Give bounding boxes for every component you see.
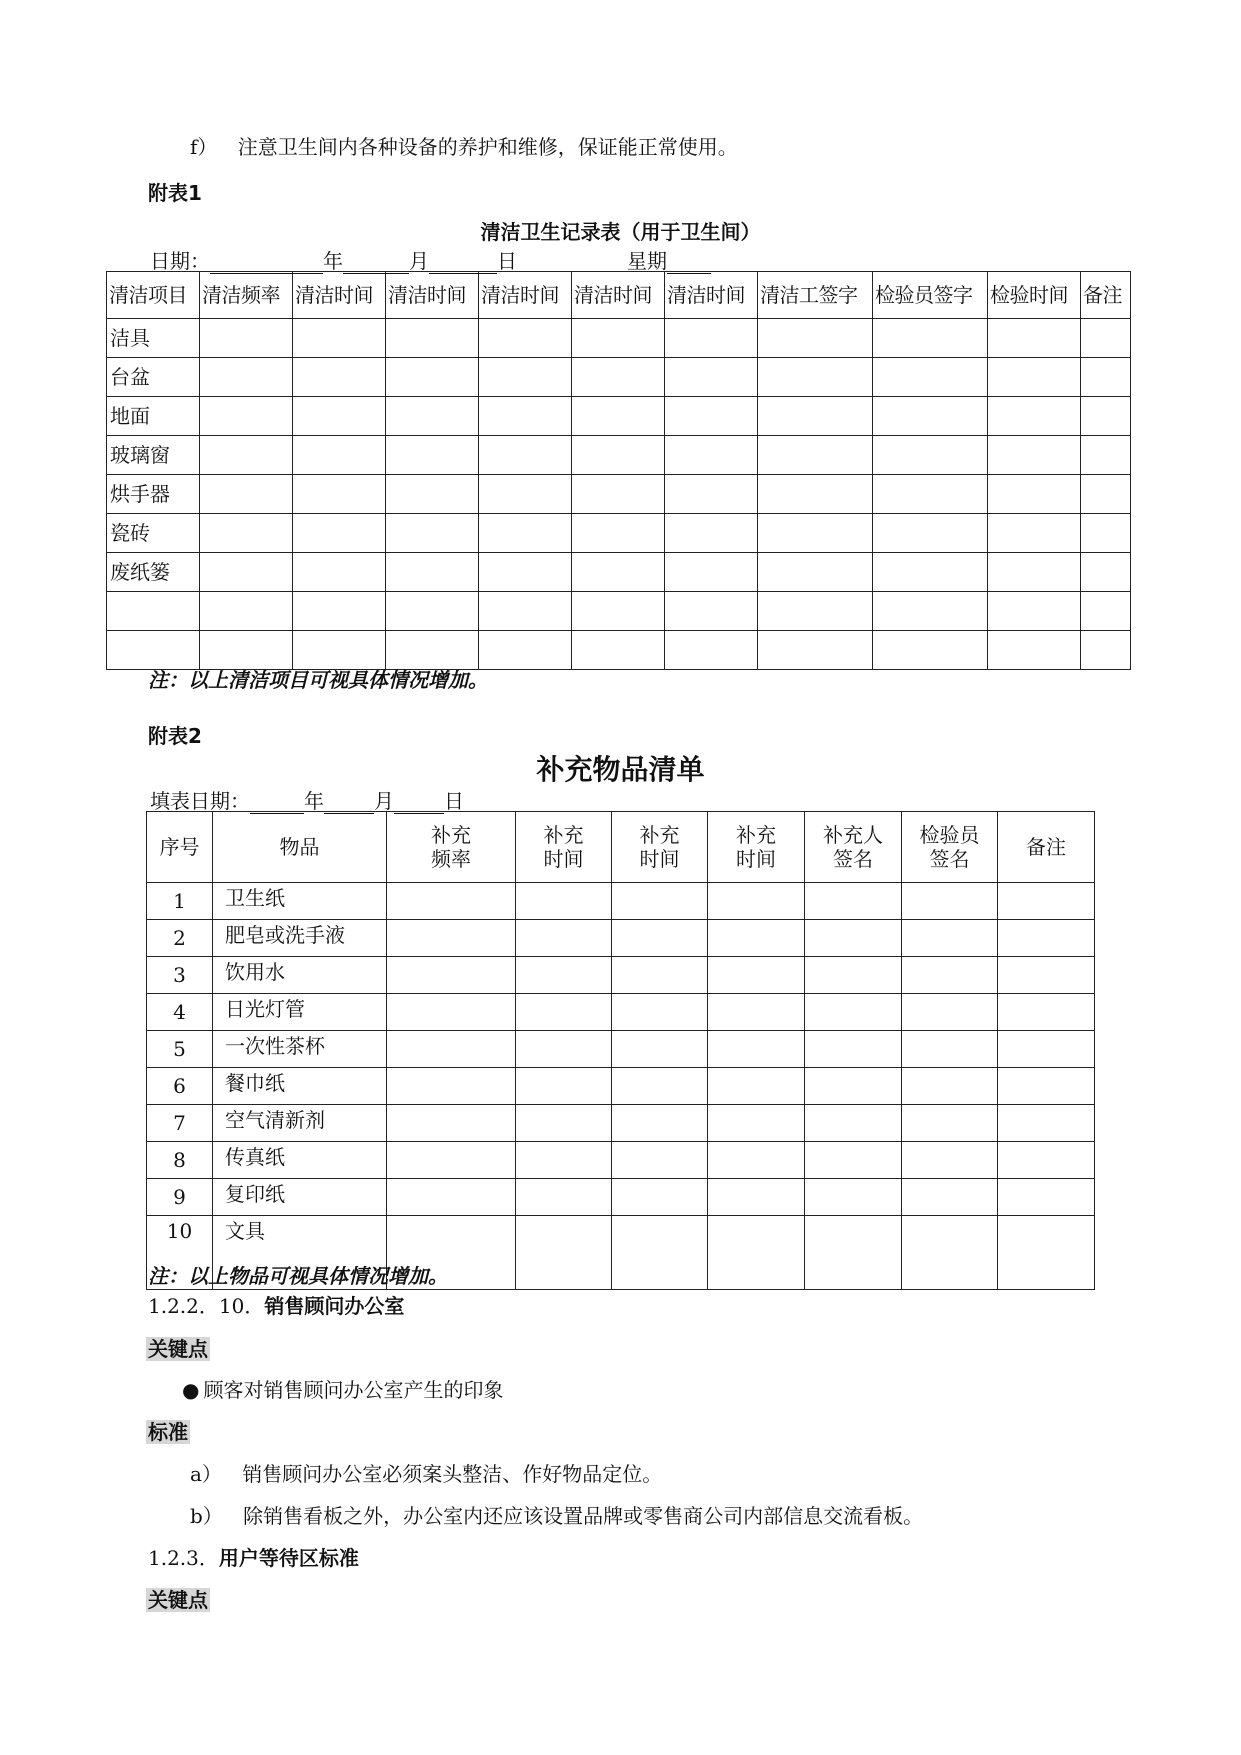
table2-title: 补充物品清单 xyxy=(536,753,705,786)
list-item-a xyxy=(190,1458,662,1487)
table-row xyxy=(107,475,1131,514)
header-cell: 清洁时间 xyxy=(479,272,572,319)
table-row: 7 空气清新剂 xyxy=(147,1105,1095,1142)
day-label: 日 xyxy=(444,789,464,813)
item-cell: 洁具 xyxy=(107,319,200,358)
key-point-label: 关键点 xyxy=(148,1337,208,1361)
section-title: 用户等待区标准 xyxy=(218,1546,359,1570)
header-cell: 检验员 签名 xyxy=(902,812,998,883)
table-row: 2 肥皂或洗手液 xyxy=(147,920,1095,957)
header-cell: 备注 xyxy=(1081,272,1131,319)
date-prefix: 日期： xyxy=(150,249,210,273)
item-cell: 台盆 xyxy=(107,358,200,397)
item-cell xyxy=(107,592,200,631)
table-row: 10 文具 xyxy=(147,1216,1095,1290)
table-header-row xyxy=(147,812,1095,883)
header-cell: 补充 时间 xyxy=(516,812,612,883)
header-cell: 清洁时间 xyxy=(293,272,386,319)
header-cell: 检验时间 xyxy=(988,272,1081,319)
table-row: 9 复印纸 xyxy=(147,1179,1095,1216)
table-row xyxy=(107,397,1131,436)
header-cell: 清洁时间 xyxy=(386,272,479,319)
standard-label: 标准 xyxy=(148,1420,188,1444)
list-item-b xyxy=(190,1500,923,1529)
section-number: 1.2.3． xyxy=(148,1546,219,1570)
item-cell: 地面 xyxy=(107,397,200,436)
table2-note: 注：以上物品可视具体情况增加。 xyxy=(148,1264,448,1288)
header-cell: 补充 时间 xyxy=(708,812,805,883)
list-text: 注意卫生间内各种设备的养护和维修，保证能正常使用。 xyxy=(237,135,738,159)
table-row xyxy=(107,592,1131,631)
bullet-item: ● 顾客对销售顾问办公室产生的印象 xyxy=(182,1378,504,1402)
header-cell: 检验员签字 xyxy=(873,272,988,319)
header-cell: 物品 xyxy=(213,812,387,883)
item-cell: 瓷砖 xyxy=(107,514,200,553)
table-row: 3 饮用水 xyxy=(147,957,1095,994)
list-item-f xyxy=(190,131,738,160)
table-row: 5 一次性茶杯 xyxy=(147,1031,1095,1068)
section-heading xyxy=(148,1542,359,1571)
section-number: 1.2.2．10． xyxy=(148,1294,265,1318)
day-label: 日 xyxy=(497,249,517,273)
list-marker: b） xyxy=(190,1504,223,1528)
table1-date-line xyxy=(150,245,711,274)
table1-title: 清洁卫生记录表（用于卫生间） xyxy=(480,220,761,244)
header-cell: 清洁时间 xyxy=(665,272,758,319)
table1-caption: 附表1 xyxy=(148,181,202,205)
table-row: 1 卫生纸 xyxy=(147,883,1095,920)
header-cell: 清洁工签字 xyxy=(758,272,873,319)
header-cell: 补充 时间 xyxy=(612,812,708,883)
week-label: 星期 xyxy=(627,249,667,273)
table-row: 6 餐巾纸 xyxy=(147,1068,1095,1105)
table-row xyxy=(107,358,1131,397)
list-marker: a） xyxy=(190,1462,222,1486)
item-cell: 烘手器 xyxy=(107,475,200,514)
table-row xyxy=(107,553,1131,592)
year-label: 年 xyxy=(323,249,343,273)
date-prefix: 填表日期： xyxy=(150,789,250,813)
table-header-row xyxy=(107,272,1131,319)
table-row: 8 传真纸 xyxy=(147,1142,1095,1179)
table-row xyxy=(107,319,1131,358)
header-cell: 补充人 签名 xyxy=(805,812,902,883)
bullet-dot-icon: ● xyxy=(182,1378,200,1402)
table2-caption: 附表2 xyxy=(148,724,202,748)
header-cell: 清洁时间 xyxy=(572,272,665,319)
list-text: 除销售看板之外，办公室内还应该设置品牌或零售商公司内部信息交流看板。 xyxy=(243,1504,924,1528)
table-row xyxy=(107,514,1131,553)
list-marker: f） xyxy=(190,135,218,159)
header-cell: 清洁频率 xyxy=(200,272,293,319)
header-cell: 清洁项目 xyxy=(107,272,200,319)
supply-list-table xyxy=(146,811,1095,1290)
table-row xyxy=(107,436,1131,475)
month-label: 月 xyxy=(409,249,429,273)
header-cell: 备注 xyxy=(998,812,1095,883)
year-label: 年 xyxy=(304,789,324,813)
header-cell: 序号 xyxy=(147,812,213,883)
item-cell: 废纸篓 xyxy=(107,553,200,592)
month-label: 月 xyxy=(374,789,394,813)
section-heading xyxy=(148,1290,404,1319)
section-title: 销售顾问办公室 xyxy=(264,1294,405,1318)
key-point-label: 关键点 xyxy=(148,1588,208,1612)
list-text: 销售顾问办公室必须案头整洁、作好物品定位。 xyxy=(242,1462,663,1486)
header-cell: 补充 频率 xyxy=(387,812,516,883)
table1-note: 注：以上清洁项目可视具体情况增加。 xyxy=(148,668,488,692)
cleaning-record-table xyxy=(106,271,1131,670)
table-row: 4 日光灯管 xyxy=(147,994,1095,1031)
item-cell: 玻璃窗 xyxy=(107,436,200,475)
table2-date-line xyxy=(150,785,464,814)
